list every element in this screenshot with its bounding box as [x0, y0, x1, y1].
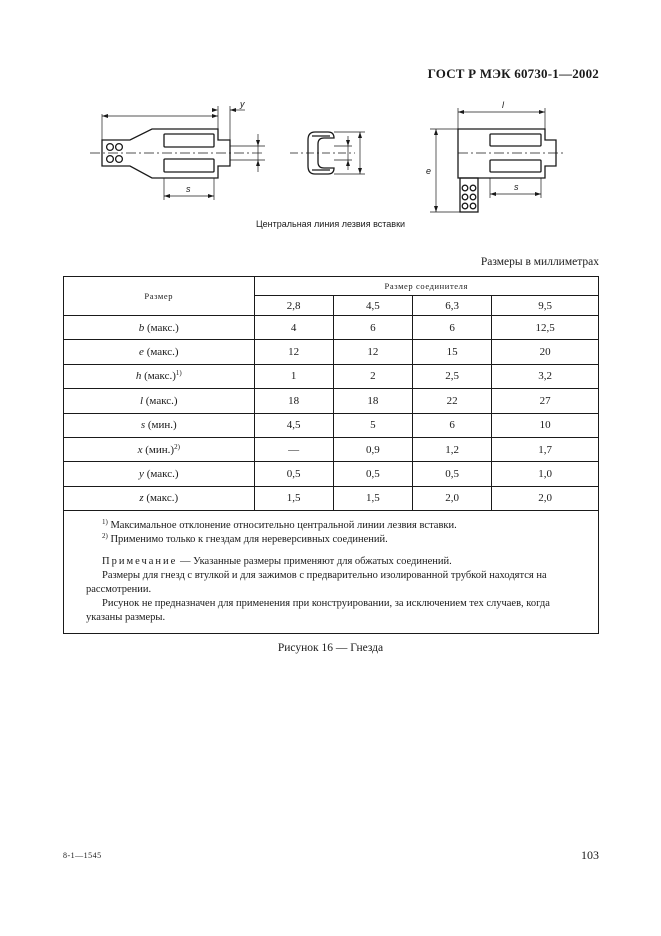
- size-header: 6,3: [413, 296, 492, 316]
- value-cell: 1,7: [492, 437, 598, 461]
- value-cell: 20: [492, 340, 598, 364]
- parameter-cell: l (макс.): [64, 389, 254, 413]
- value-cell: 1: [254, 364, 333, 388]
- blade-centerline-caption: Центральная линия лезвия вставки: [256, 219, 406, 229]
- value-cell: 10: [492, 413, 598, 437]
- parameter-cell: e (макс.): [64, 340, 254, 364]
- table-row: [64, 389, 598, 413]
- parameter-cell: z (макс.): [64, 486, 254, 510]
- value-cell: 1,5: [333, 486, 412, 510]
- footnote: $^{2)}$ Применимо только к гнездам для нереверсивных соединений.: [102, 532, 388, 546]
- value-cell: 0,5: [254, 462, 333, 486]
- value-cell: 22: [413, 389, 492, 413]
- dim-label-e: e: [426, 166, 432, 176]
- table-row: [64, 462, 598, 486]
- col-header-size: Размер: [64, 277, 254, 316]
- table-row: [64, 437, 598, 461]
- footnote: $^{1)}$ Максимальное отклонение относительно центральной линии лезвия вставки.: [102, 518, 457, 532]
- value-cell: 27: [492, 389, 598, 413]
- col-header-connector-size: Размер соединителя: [254, 277, 598, 296]
- dim-label-y: y: [240, 99, 245, 109]
- parameter-cell: x $(мин.)^{2)}$: [64, 437, 254, 461]
- value-cell: 12,5: [492, 316, 598, 340]
- value-cell: 15: [413, 340, 492, 364]
- notes-section: [64, 511, 598, 625]
- size-header: 4,5: [333, 296, 412, 316]
- parameter-cell: b (макс.): [64, 316, 254, 340]
- note-block: [86, 555, 584, 625]
- print-code: 8-1—1545: [63, 851, 102, 860]
- note-label: Примечание: [102, 556, 178, 568]
- value-cell: 18: [333, 389, 412, 413]
- value-cell: 4,5: [254, 413, 333, 437]
- note-line: Рисунок не предназначен для применения при конструировании, за исключением тех случаев, когда указаны размеры.: [86, 598, 550, 624]
- figure-caption: Рисунок 16 — Гнезда: [277, 642, 384, 654]
- parameter-cell: y (макс.): [64, 462, 254, 486]
- page-number: 103: [581, 848, 599, 862]
- table-row: [64, 316, 598, 340]
- value-cell: 0,9: [333, 437, 412, 461]
- value-cell: —: [254, 437, 333, 461]
- value-cell: 12: [333, 340, 412, 364]
- value-cell: 4: [254, 316, 333, 340]
- table-row: [64, 340, 598, 364]
- table-row: [64, 413, 598, 437]
- size-header: 9,5: [492, 296, 598, 316]
- table-body: [64, 316, 598, 511]
- size-header: 2,8: [254, 296, 333, 316]
- left-slot-lower: [164, 159, 214, 172]
- value-cell: 18: [254, 389, 333, 413]
- value-cell: 2: [333, 364, 412, 388]
- value-cell: 0,5: [333, 462, 412, 486]
- dim-label-l: l: [502, 100, 504, 110]
- left-slot-upper: [164, 134, 214, 147]
- right-slot-lower: [490, 160, 541, 172]
- receptacle-diagram: [90, 96, 580, 236]
- value-cell: 1,2: [413, 437, 492, 461]
- value-cell: 0,5: [413, 462, 492, 486]
- dim-label-s-right: s: [514, 182, 519, 192]
- connector-drawing: [90, 96, 580, 236]
- value-cell: 6: [333, 316, 412, 340]
- dimensions-table: [64, 277, 598, 511]
- document-header: ГОСТ Р МЭК 60730-1—2002: [427, 66, 599, 81]
- value-cell: 6: [413, 316, 492, 340]
- value-cell: 12: [254, 340, 333, 364]
- table-row: [64, 486, 598, 510]
- value-cell: 1,5: [254, 486, 333, 510]
- left-receptacle-outline: [102, 129, 230, 178]
- value-cell: 5: [333, 413, 412, 437]
- right-slot-upper: [490, 134, 541, 146]
- parameter-cell: h (макс.)$^{1)}$: [64, 364, 254, 388]
- dim-label-s-left: s: [186, 184, 191, 194]
- parameter-cell: s (мин.): [64, 413, 254, 437]
- value-cell: 3,2: [492, 364, 598, 388]
- value-cell: 6: [413, 413, 492, 437]
- units-note: Размеры в миллиметрах: [480, 256, 599, 268]
- value-cell: 2,0: [492, 486, 598, 510]
- table-row: [64, 364, 598, 388]
- value-cell: 1,0: [492, 462, 598, 486]
- value-cell: 2,0: [413, 486, 492, 510]
- note-line: Примечание — Указанные размеры применяют для обжатых соединений.: [102, 556, 452, 568]
- value-cell: 2,5: [413, 364, 492, 388]
- note-line: Размеры для гнезд с втулкой и для зажимов с предварительно изолированной трубкой находятся на рассмотрении.: [86, 570, 547, 596]
- dimensions-table-box: [63, 276, 599, 634]
